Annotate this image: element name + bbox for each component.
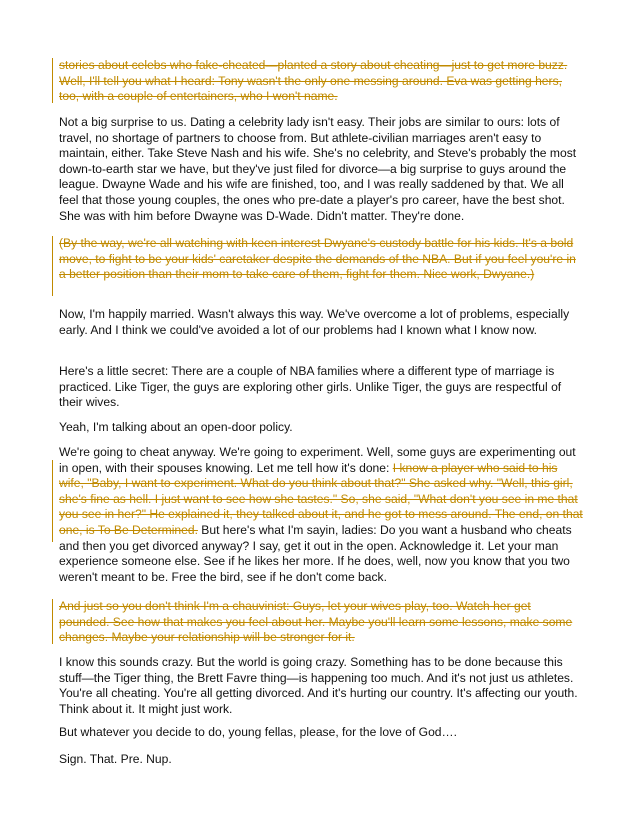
paragraph-7: [59, 445, 584, 585]
deleted-text: And just so you don't think I'm a chauvinist: Guys, let your wives play, too. Watch her get pounded. See how that makes you feel about her. Maybe you'll learn some lessons, make some changes. Maybe your relationship will be stronger for it.: [59, 599, 573, 645]
change-bar: [52, 236, 53, 296]
change-bar: [52, 599, 53, 644]
paragraph-2: Not a big surprise to us. Dating a celebrity lady isn't easy. Their jobs are similar to ours: lots of travel, no shortage of partners to choose from. But athlete-civilian marriages aren't easy to maintain, either. Take Steve Nash and his wife. She's no celebrity, and Steve's probably the most down-to-earth star we have, but they've just filed for divorce—a big surprise to guys around the league. Dwayne Wade and his wife are finished, too, and I was really saddened by that. We all feel that those young couples, the ones who pre-date a player's pro career, have the best shot. She was with him before Dwayne was D-Wade. Didn't matter. They're done.: [59, 115, 577, 223]
paragraph-text-before: We're going to cheat anyway. We're going to experiment. Well, some guys are experimenting out in open, with their spouses knowing. Let me tell how it's done:: [59, 445, 576, 475]
paragraph-11: Sign. That. Pre. Nup.: [59, 752, 172, 766]
change-bar: [52, 460, 53, 542]
deleted-paragraph-3: [59, 236, 584, 283]
deleted-text: (By the way, we're all watching with keen interest Dwyane's custody battle for his kids. It's a bold move, to fight to be your kids' caretaker despite the demands of the NBA. But if you feel you're in a better position than their mom to take care of them, fight for them. Nice work, Dwyane.): [59, 236, 576, 282]
deleted-paragraph-1: [59, 58, 584, 105]
deleted-paragraph-8: [59, 599, 584, 646]
paragraph-9: I know this sounds crazy. But the world is going crazy. Something has to be done because this stuff—the Tiger thing, the Brett Favre thing—is happening too much. And it's not just us athletes. You're all cheating. You're all getting divorced. And it's hurting our country. It's affecting our youth. Think about it. It might just work.: [59, 655, 578, 716]
deleted-text: I know a player who said to his wife, "Baby, I want to experiment. What do you think about that?" She asked why. "Well, this girl, she's fine as hell. I just want to see how she tastes." So, she said, "What don't you see in me that you see in her?" He explained it, they talked about it, and he got to mess around. The end, on that one, is To Be Determined.: [59, 460, 583, 537]
paragraph-text-after: But here's what I'm sayin, ladies: Do you want a husband who cheats and then you get divorced anyway? I say, get it out in the open. Acknowledge it. Let your man experience someone else. See if he likes her more. If he does, well, now you know that you two weren't meant to be. Free the bird, see if he don't come back.: [59, 522, 572, 584]
change-bar: [52, 58, 53, 103]
paragraph-5: Here's a little secret: There are a couple of NBA families where a different type of marriage is practiced. Like Tiger, the guys are exploring other girls. Unlike Tiger, the guys are respectful of their wives.: [59, 364, 562, 410]
paragraph-6: Yeah, I'm talking about an open-door policy.: [59, 420, 293, 434]
paragraph-4: Now, I'm happily married. Wasn't always this way. We've overcome a lot of problems, especially early. And I think we could've avoided a lot of our problems had I known what I know now.: [59, 307, 570, 337]
deleted-text: stories about celebs who fake-cheated—planted a story about cheating—just to get more buzz. Well, I'll tell you what I heard: Tony wasn't the only one messing around. Eva was getting hers, too, with a couple of entertainers, who I won't name.: [59, 58, 568, 104]
paragraph-10: But whatever you decide to do, young fellas, please, for the love of God….: [59, 725, 457, 739]
